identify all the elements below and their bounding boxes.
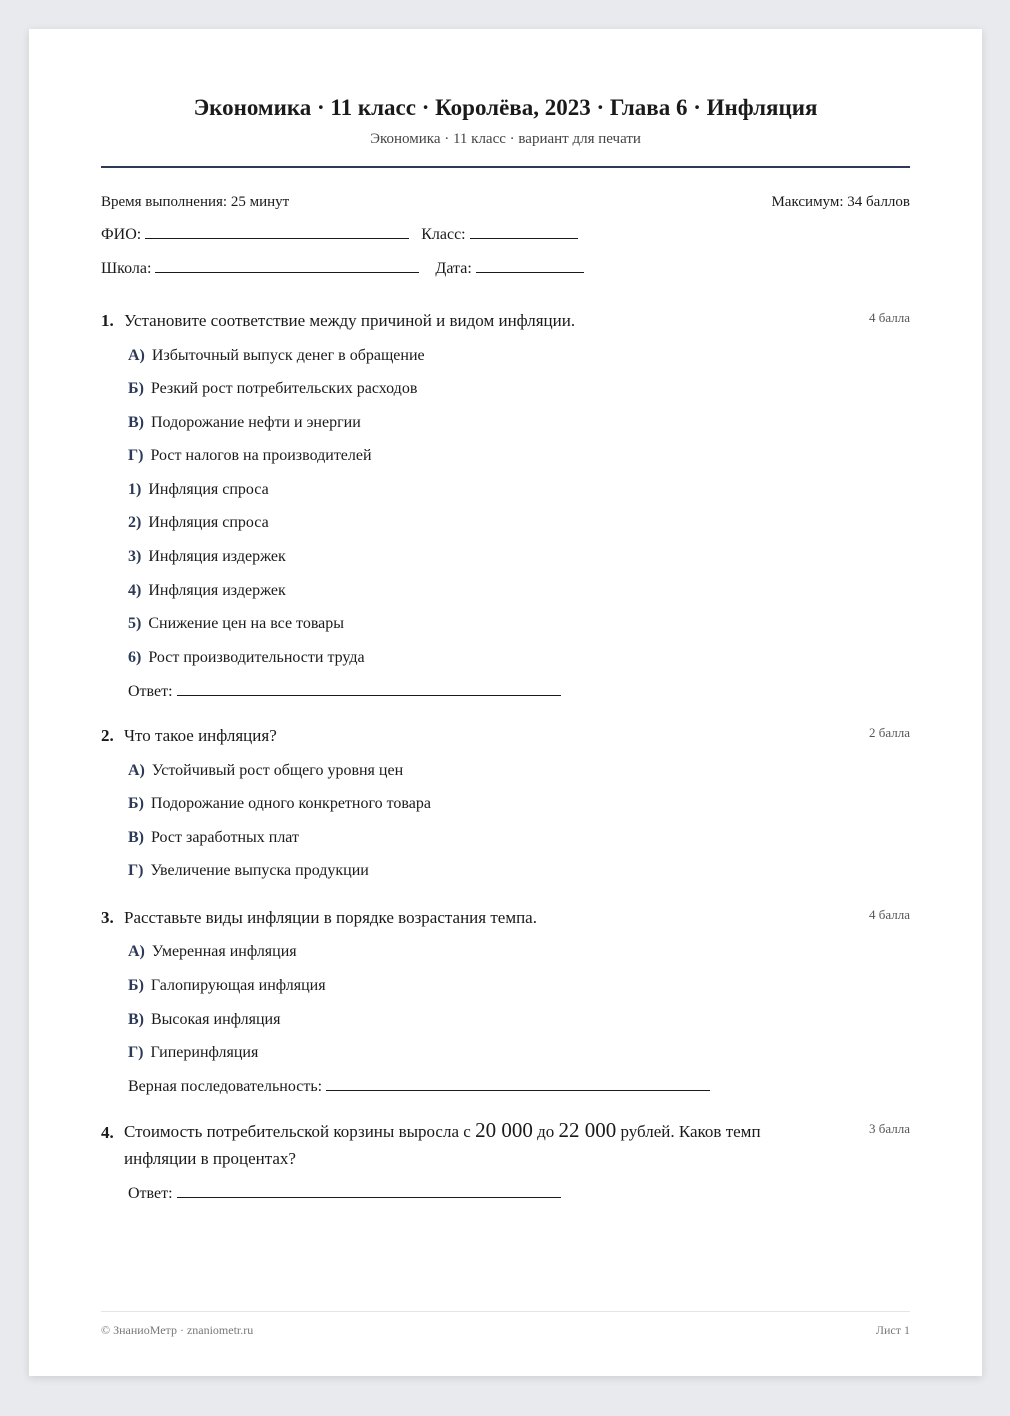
- date-blank[interactable]: [476, 260, 584, 273]
- page-subtitle: Экономика · 11 класс · вариант для печати: [370, 131, 641, 147]
- school-row: [101, 260, 584, 278]
- answer-blank[interactable]: [177, 1185, 561, 1198]
- option-item: 6) Рост производительности труда: [128, 649, 365, 666]
- option-item: 2) Инфляция спроса: [128, 514, 269, 531]
- worksheet-page: [29, 29, 982, 1376]
- question-number: 4.: [101, 1123, 114, 1142]
- option-item: 4) Инфляция издержек: [128, 582, 286, 599]
- question-number: 1.: [101, 311, 114, 330]
- option-item: В) Подорожание нефти и энергии: [128, 414, 361, 431]
- option-item: Г) Увеличение выпуска продукции: [128, 862, 369, 879]
- answer-label: Ответ:: [128, 1185, 173, 1202]
- question-number: 3.: [101, 908, 114, 927]
- question-text: Расставьте виды инфляции в порядке возрастания темпа.: [124, 908, 537, 927]
- question-points: 4 балла: [869, 907, 910, 922]
- option-item: 5) Снижение цен на все товары: [128, 615, 345, 632]
- option-item: А) Избыточный выпуск денег в обращение: [128, 347, 425, 364]
- answer-row: [128, 683, 561, 701]
- question-points: 3 балла: [869, 1121, 910, 1136]
- answer-blank[interactable]: [326, 1078, 710, 1091]
- option-item: А) Устойчивый рост общего уровня цен: [128, 762, 404, 779]
- question-text: Установите соответствие между причиной и видом инфляции.: [124, 311, 576, 330]
- option-item: Г) Гиперинфляция: [128, 1044, 259, 1061]
- question-number: 2.: [101, 726, 114, 745]
- fio-label: ФИО:: [101, 226, 142, 243]
- option-item: 3) Инфляция издержек: [128, 548, 286, 565]
- option-item: В) Рост заработных плат: [128, 829, 299, 846]
- option-item: Г) Рост налогов на производителей: [128, 447, 372, 464]
- school-blank[interactable]: [155, 260, 419, 273]
- fio-blank[interactable]: [145, 226, 409, 239]
- option-item: В) Высокая инфляция: [128, 1011, 281, 1028]
- title-divider: [101, 166, 910, 168]
- footer-copyright: © ЗнаниоМетр · znaniometr.ru: [101, 1323, 254, 1337]
- footer-page-number: Лист 1: [875, 1323, 910, 1337]
- max-score: Максимум: 34 баллов: [771, 194, 910, 210]
- answer-row: [128, 1185, 561, 1203]
- class-blank[interactable]: [470, 226, 578, 239]
- question-text: Что такое инфляция?: [124, 726, 277, 745]
- option-item: Б) Галопирующая инфляция: [128, 977, 326, 994]
- page-title: Экономика · 11 класс · Королёва, 2023 · Глава 6 · Инфляция: [193, 95, 818, 120]
- question-points: 4 балла: [869, 310, 910, 325]
- footer-divider: [101, 1311, 910, 1312]
- answer-row: [128, 1078, 710, 1096]
- option-item: А) Умеренная инфляция: [128, 943, 297, 960]
- option-item: Б) Подорожание одного конкретного товара: [128, 795, 431, 812]
- class-label: Класс:: [421, 226, 466, 243]
- date-label: Дата:: [435, 260, 472, 277]
- school-label: Школа:: [101, 260, 152, 277]
- value-to: 22 000: [558, 1118, 617, 1142]
- answer-label: Ответ:: [128, 683, 173, 700]
- fio-row: [101, 226, 578, 244]
- option-item: 1) Инфляция спроса: [128, 481, 269, 498]
- time-limit: Время выполнения: 25 минут: [101, 194, 290, 210]
- question-text: Стоимость потребительской корзины выросла с 20 000 до 22 000 рублей. Каков темп инфляции в процентах?: [124, 1118, 761, 1168]
- option-item: Б) Резкий рост потребительских расходов: [128, 380, 418, 397]
- value-from: 20 000: [475, 1118, 533, 1142]
- question-points: 2 балла: [869, 725, 910, 740]
- answer-blank[interactable]: [177, 683, 561, 696]
- answer-label: Верная последовательность:: [128, 1078, 323, 1095]
